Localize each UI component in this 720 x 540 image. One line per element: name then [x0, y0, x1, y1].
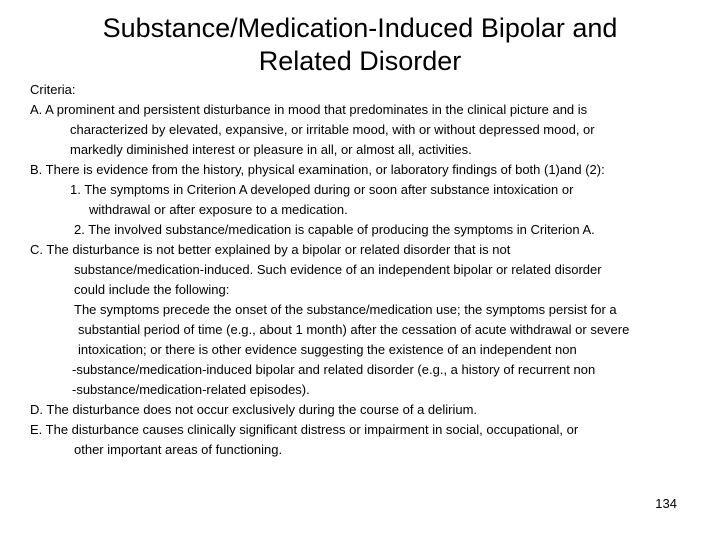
criterion-a-line-2: characterized by elevated, expansive, or irritable mood, with or without depressed mood, or: [70, 122, 595, 137]
criterion-c-line-1: C. The disturbance is not better explained by a bipolar or related disorder that is not: [30, 242, 511, 257]
criterion-d-line-1: D. The disturbance does not occur exclusively during the course of a delirium.: [30, 402, 478, 417]
criterion-b1-line-2: withdrawal or after exposure to a medication.: [89, 202, 348, 217]
criterion-c-detail-line-3: intoxication; or there is other evidence suggesting the existence of an independent non: [78, 342, 577, 357]
title-line-2: Related Disorder: [258, 46, 462, 76]
criterion-b2-line-1: 2. The involved substance/medication is capable of producing the symptoms in Criterion A.: [74, 222, 595, 237]
criteria-label: Criteria:: [30, 82, 76, 97]
criterion-c-detail-line-4: -substance/medication-induced bipolar and related disorder (e.g., a history of recurrent non: [72, 362, 596, 377]
page-number: 134: [655, 496, 677, 511]
title-line-1: Substance/Medication-Induced Bipolar and: [102, 13, 618, 43]
criterion-c-detail-line-5: -substance/medication-related episodes).: [72, 382, 310, 397]
criterion-a-line-1: A. A prominent and persistent disturbance in mood that predominates in the clinical picture and is: [30, 102, 588, 117]
slide-title: [60, 12, 660, 78]
criterion-a-line-3: markedly diminished interest or pleasure in all, or almost all, activities.: [70, 142, 472, 157]
criterion-b1-line-1: 1. The symptoms in Criterion A developed during or soon after substance intoxication or: [70, 182, 574, 197]
criterion-e-line-1: E. The disturbance causes clinically significant distress or impairment in social, occupational, or: [30, 422, 579, 437]
criterion-c-detail-line-1: The symptoms precede the onset of the substance/medication use; the symptoms persist for a: [74, 302, 617, 317]
criterion-c-line-2: substance/medication-induced. Such evidence of an independent bipolar or related disorder: [74, 262, 602, 277]
criterion-c-detail-line-2: substantial period of time (e.g., about 1 month) after the cessation of acute withdrawal or severe: [78, 322, 630, 337]
criterion-c-line-3: could include the following:: [74, 282, 230, 297]
criterion-e-line-2: other important areas of functioning.: [74, 442, 283, 457]
criterion-b-line-1: B. There is evidence from the history, physical examination, or laboratory findings of both (1)and (2):: [30, 162, 605, 177]
